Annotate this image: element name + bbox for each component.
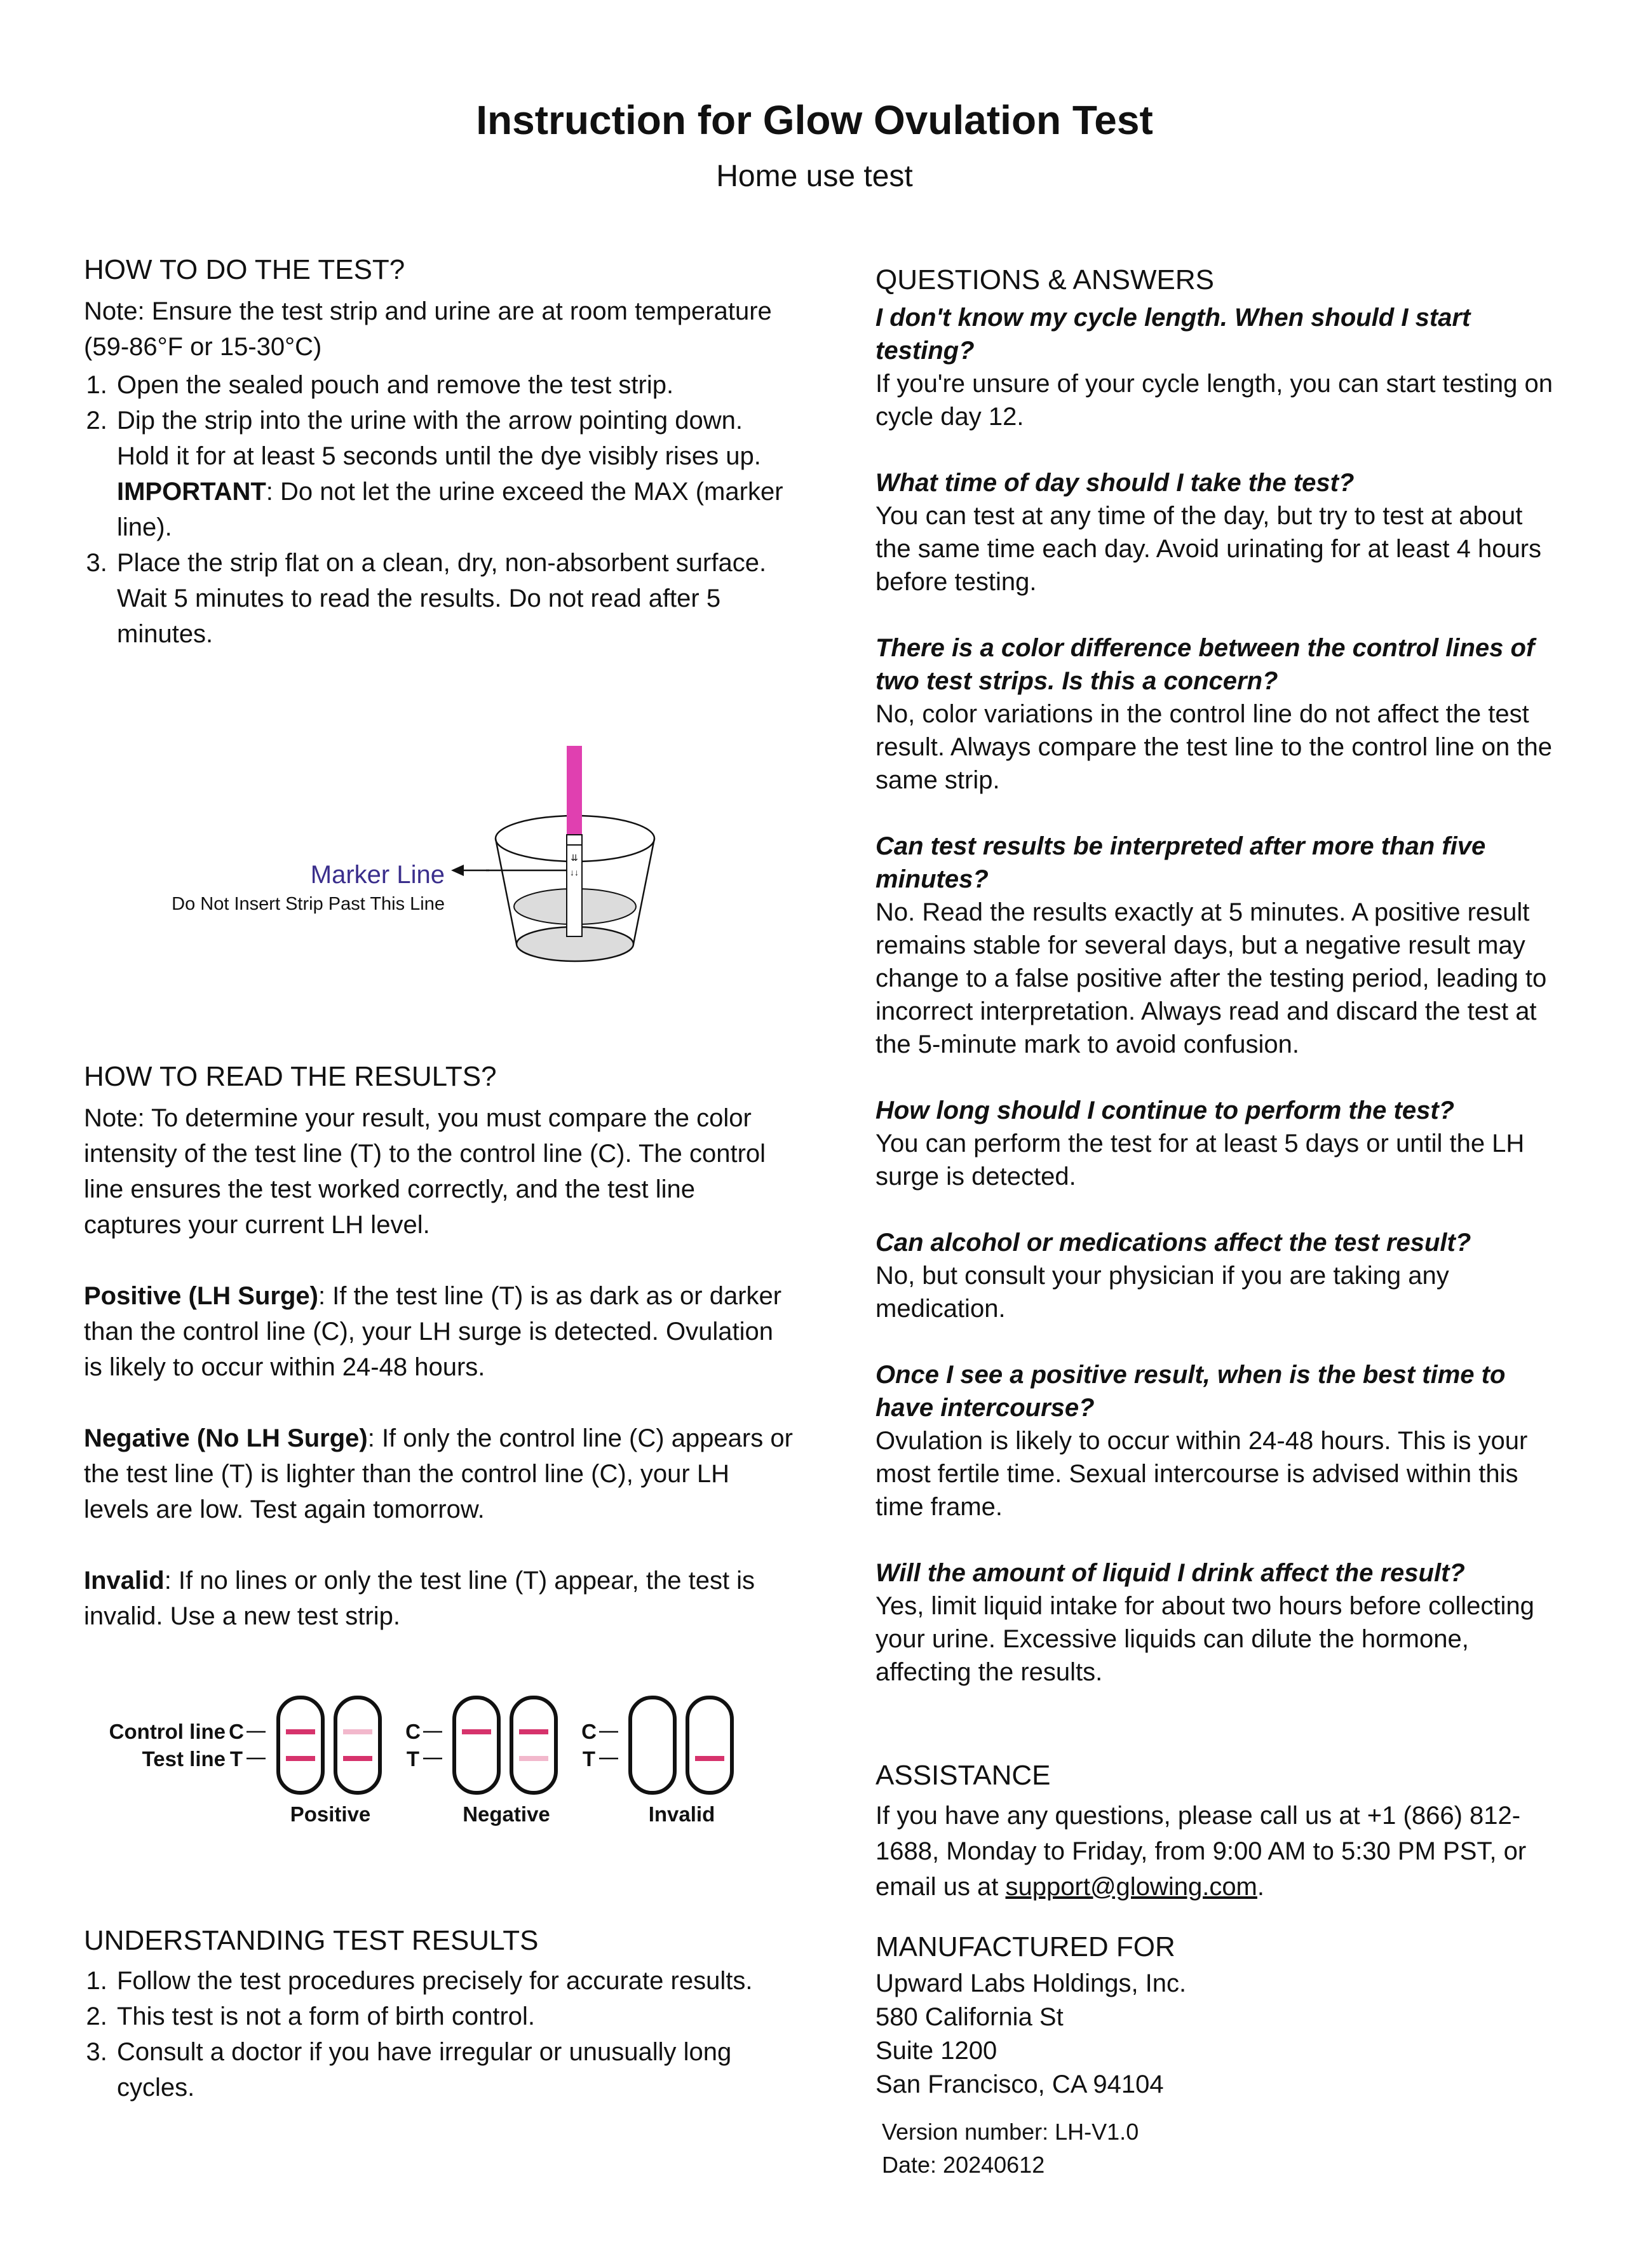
- invalid-caption: Invalid: [648, 1802, 715, 1826]
- test-line-label: Test line: [142, 1747, 226, 1771]
- manufacturer-street: 580 California St: [875, 2003, 1064, 2031]
- qa-answer: No, color variations in the control line do not affect the test result. Always compare the test line to the control line on the same strip.: [875, 700, 1553, 794]
- marker-line-note: Do Not Insert Strip Past This Line: [172, 894, 445, 914]
- how-to-step-2: 2. Dip the strip into the urine with the arrow pointing down. Hold it for at least 5 seconds until the dye visibly rises up. IMPORTANT: Do not let the urine exceed the MAX (marker line).: [114, 403, 795, 545]
- svg-text:C: C: [581, 1720, 597, 1743]
- qa-question: Will the amount of liquid I drink affect the result?: [875, 1559, 1465, 1587]
- test-strip-icon: [567, 746, 582, 936]
- svg-text:T: T: [229, 1747, 243, 1771]
- qa-question: Can test results be interpreted after more than five minutes?: [875, 832, 1486, 893]
- qa-item: [875, 830, 1562, 1061]
- qa-answer: No, but consult your physician if you are taking any medication.: [875, 1262, 1449, 1323]
- manufacturer-suite: Suite 1200: [875, 2037, 997, 2065]
- qa-item: [875, 1094, 1562, 1193]
- understanding-item-1: 1. Follow the test procedures precisely for accurate results.: [114, 1963, 795, 1999]
- qa-item: [875, 1226, 1562, 1325]
- how-to-section: [84, 254, 795, 652]
- manufactured-heading: MANUFACTURED FOR: [875, 1931, 1175, 1962]
- negative-strip-2: [511, 1698, 556, 1793]
- svg-text:C: C: [405, 1720, 421, 1743]
- qa-question: What time of day should I take the test?: [875, 469, 1355, 497]
- positive-strip-2: [335, 1698, 380, 1793]
- qa-question: How long should I continue to perform the test?: [875, 1097, 1455, 1124]
- understanding-item-3: 3. Consult a doctor if you have irregular or unusually long cycles.: [114, 2034, 795, 2105]
- qa-item: [875, 631, 1562, 797]
- qa-answer: You can perform the test for at least 5 days or until the LH surge is detected.: [875, 1130, 1525, 1191]
- read-results-section: [84, 1061, 795, 1634]
- important-label: IMPORTANT: [117, 478, 266, 506]
- qa-item: [875, 1556, 1562, 1689]
- support-email-link[interactable]: support@glowing.com: [1005, 1873, 1257, 1901]
- qa-item: [875, 1358, 1562, 1523]
- read-results-heading: HOW TO READ THE RESULTS?: [84, 1061, 497, 1092]
- understanding-item-2: 2. This test is not a form of birth control.: [114, 1999, 795, 2034]
- version-date: Date: 20240612: [882, 2152, 1045, 2178]
- version-number: Version number: LH-V1.0: [882, 2119, 1139, 2145]
- how-to-steps: [84, 367, 795, 652]
- invalid-description: Invalid: If no lines or only the test line (T) appear, the test is invalid. Use a new test strip.: [84, 1567, 755, 1630]
- understanding-heading: UNDERSTANDING TEST RESULTS: [84, 1925, 539, 1956]
- svg-text:T: T: [406, 1747, 420, 1771]
- document-subtitle: Home use test: [716, 159, 913, 193]
- positive-description: Positive (LH Surge): If the test line (T) is as dark as or darker than the control line (C), your LH surge is detected. Ovulation is likely to occur within 24-48 hours.: [84, 1282, 782, 1381]
- qa-answer: Ovulation is likely to occur within 24-48 hours. This is your most fertile time. Sexual intercourse is advised within this time frame.: [875, 1427, 1528, 1521]
- manufacturer-name: Upward Labs Holdings, Inc.: [875, 1969, 1187, 1997]
- invalid-strip-2: [687, 1698, 732, 1793]
- qa-answer: If you're unsure of your cycle length, you can start testing on cycle day 12.: [875, 370, 1553, 431]
- marker-arrow-icon: [451, 865, 464, 876]
- svg-text:C: C: [229, 1720, 244, 1743]
- understanding-section: [84, 1925, 795, 2105]
- qa-question: Once I see a positive result, when is the best time to have intercourse?: [875, 1361, 1506, 1422]
- qa-question: Can alcohol or medications affect the test result?: [875, 1229, 1471, 1257]
- qa-answer: You can test at any time of the day, but try to test at about the same time each day. Avoid urinating for at least 4 hours before testing.: [875, 502, 1542, 596]
- positive-caption: Positive: [290, 1802, 371, 1826]
- version-footer: [882, 2116, 1139, 2182]
- qa-item: [875, 466, 1562, 598]
- positive-strip-1: [278, 1698, 323, 1793]
- how-to-heading: HOW TO DO THE TEST?: [84, 254, 405, 285]
- svg-text:⇊: ⇊: [571, 853, 578, 863]
- marker-line-label: Marker Line: [310, 861, 445, 889]
- manufactured-section: [875, 1931, 1562, 2102]
- cup-diagram: [114, 731, 686, 985]
- qa-question: There is a color difference between the control lines of two test strips. Is this a concern?: [875, 634, 1535, 695]
- assistance-heading: ASSISTANCE: [875, 1760, 1051, 1791]
- how-to-step-3: 3. Place the strip flat on a clean, dry, non-absorbent surface. Wait 5 minutes to read the results. Do not read after 5 minutes.: [114, 545, 795, 652]
- qa-answer: Yes, limit liquid intake for about two hours before collecting your urine. Excessive liquids can dilute the hormone, affecting the results.: [875, 1592, 1534, 1686]
- invalid-strip-1: [630, 1698, 675, 1793]
- svg-text:T: T: [582, 1747, 596, 1771]
- qa-question: I don't know my cycle length. When should I start testing?: [875, 304, 1471, 365]
- qa-section: [875, 264, 1562, 1689]
- negative-strip-1: [454, 1698, 499, 1793]
- assistance-section: [875, 1760, 1562, 1905]
- control-line-label: Control line: [109, 1720, 226, 1743]
- qa-item: [875, 301, 1562, 433]
- manufacturer-city: San Francisco, CA 94104: [875, 2070, 1164, 2098]
- how-to-note: Note: Ensure the test strip and urine are at room temperature (59-86°F or 15-30°C): [84, 297, 772, 361]
- document-title: Instruction for Glow Ovulation Test: [476, 97, 1153, 143]
- negative-description: Negative (No LH Surge): If only the control line (C) appears or the test line (T) is lighter than the control line (C), your LH levels are low. Test again tomorrow.: [84, 1424, 793, 1523]
- how-to-step-1: 1. Open the sealed pouch and remove the test strip.: [114, 367, 795, 403]
- negative-caption: Negative: [463, 1802, 550, 1826]
- assistance-text: If you have any questions, please call us at +1 (866) 812-1688, Monday to Friday, from 9:00 AM to 5:30 PM PST, or email us at support@glowing.com.: [875, 1802, 1527, 1901]
- understanding-list: [84, 1963, 795, 2105]
- read-results-note: Note: To determine your result, you must compare the color intensity of the test line (T) to the control line (C). The control line ensures the test worked correctly, and the test line captures your current LH level.: [84, 1104, 766, 1239]
- svg-text:↓↓: ↓↓: [570, 867, 579, 877]
- qa-heading: QUESTIONS & ANSWERS: [875, 264, 1214, 295]
- results-diagram: [83, 1684, 769, 1842]
- qa-answer: No. Read the results exactly at 5 minutes. A positive result remains stable for several days, but a negative result may change to a false positive after the testing period, leading to incorrect interpretation. Always read and discard the test at the 5-minute mark to avoid confusion.: [875, 898, 1547, 1058]
